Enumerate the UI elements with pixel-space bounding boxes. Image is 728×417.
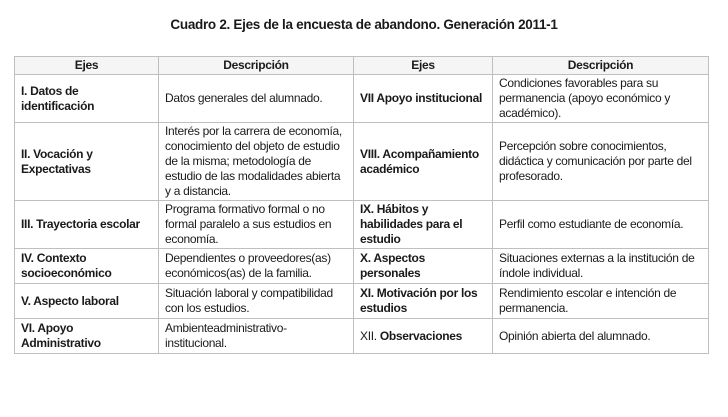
eje-cell: IV. Contexto socioeconómico	[15, 249, 159, 284]
descripcion-cell: Percepción sobre conocimientos, didáctica y comunicación por parte del profesorado.	[493, 123, 709, 201]
descripcion-cell: Dependientes o proveedores(as) económicos(as) de la familia.	[159, 249, 354, 284]
eje-cell: VIII. Acompañamiento académico	[354, 123, 493, 201]
descripcion-cell: Condiciones favorables para su permanencia (apoyo económico y académico).	[493, 75, 709, 123]
eje-cell: II. Vocación y Expectativas	[15, 123, 159, 201]
eje-cell: X. Aspectos personales	[354, 249, 493, 284]
eje-label: Observaciones	[379, 328, 463, 343]
eje-cell	[354, 319, 493, 354]
ejes-table	[14, 56, 709, 354]
eje-cell: VII Apoyo institucional	[354, 75, 493, 123]
table-row	[15, 123, 709, 201]
descripcion-cell: Datos generales del alumnado.	[159, 75, 354, 123]
descripcion-cell: Rendimiento escolar e intención de permanencia.	[493, 284, 709, 319]
table-row	[15, 319, 709, 354]
header-descripcion-right: Descripción	[493, 57, 709, 75]
eje-cell: III. Trayectoria escolar	[15, 201, 159, 249]
eje-cell: VI. Apoyo Administrativo	[15, 319, 159, 354]
descripcion-cell: Ambienteadministrativo-institucional.	[159, 319, 354, 354]
table-row	[15, 201, 709, 249]
header-ejes-right: Ejes	[354, 57, 493, 75]
eje-cell: IX. Hábitos y habilidades para el estudio	[354, 201, 493, 249]
header-ejes-left: Ejes	[15, 57, 159, 75]
eje-cell: V. Aspecto laboral	[15, 284, 159, 319]
table-row	[15, 249, 709, 284]
header-descripcion-left: Descripción	[159, 57, 354, 75]
table-header-row	[15, 57, 709, 75]
descripcion-cell: Perfil como estudiante de economía.	[493, 201, 709, 249]
descripcion-cell: Situaciones externas a la institución de índole individual.	[493, 249, 709, 284]
descripcion-cell: Interés por la carrera de economía, conocimiento del objeto de estudio de la misma; metodología de estudio de las modalidades abierta y a distancia.	[159, 123, 354, 201]
eje-cell: XI. Motivación por los estudios	[354, 284, 493, 319]
table-caption: Cuadro 2. Ejes de la encuesta de abandono. Generación 2011-1	[170, 17, 558, 32]
descripcion-cell: Programa formativo formal o no formal paralelo a sus estudios en economía.	[159, 201, 354, 249]
eje-prefix: XII.	[360, 328, 377, 343]
table-row	[15, 75, 709, 123]
descripcion-cell: Opinión abierta del alumnado.	[493, 319, 709, 354]
table-row	[15, 284, 709, 319]
descripcion-cell: Situación laboral y compatibilidad con los estudios.	[159, 284, 354, 319]
eje-cell: I. Datos de identificación	[15, 75, 159, 123]
